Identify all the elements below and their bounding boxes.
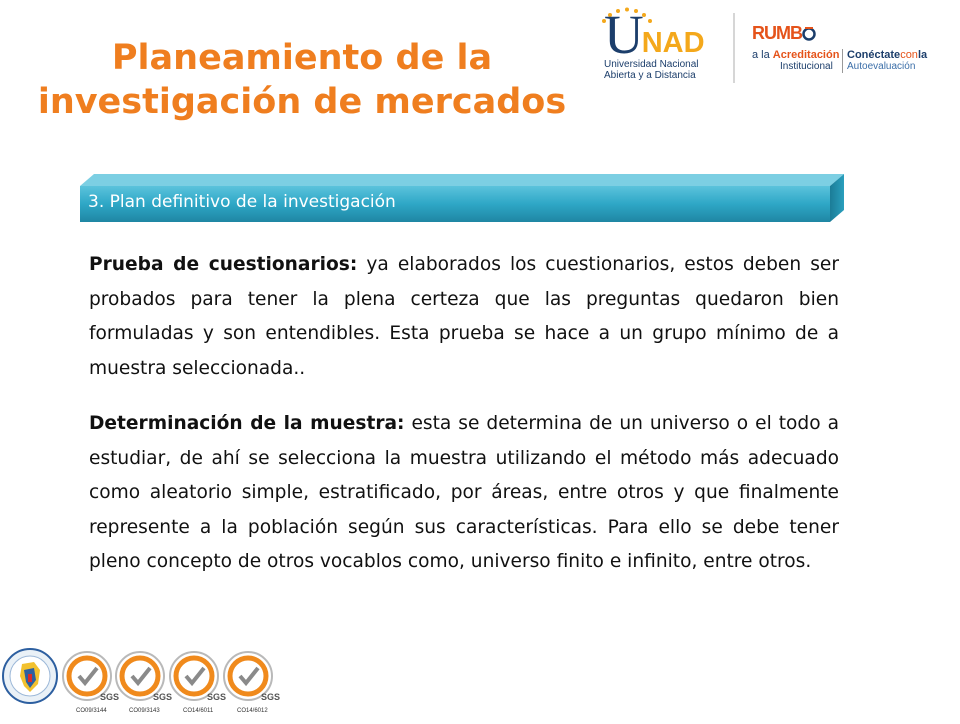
badge-brand: SGS (261, 692, 281, 702)
autoevaluacion-text: Autoevaluación (847, 61, 916, 72)
paragraph-body: esta se determina de un universo o el todo a estudiar, de ahí se selecciona la muestra utilizando el método más adecuado como aleatorio simple, estratificado, por áreas, entre otros y que finalmente represente a la población según sus características. Para ello se debe tener pleno concepto de otros vocablos como, universo finito e infinito, entre otros. (89, 413, 839, 572)
rumbo-logo (752, 23, 937, 83)
certifications-svg (0, 640, 290, 720)
badge-brand: SGS (153, 692, 173, 702)
paragraph-lead: Determinación de la muestra: (89, 413, 405, 434)
slide-title-line-1: Planeamiento de la (111, 38, 493, 78)
conectate-con: con (900, 49, 918, 61)
section-label: 3. Plan definitivo de la investigación (88, 192, 396, 212)
conectate-word: Conéctate (847, 49, 901, 61)
rumbo-prefix: a la (752, 49, 773, 61)
rumbo-acreditacion (752, 49, 839, 61)
header-logos (590, 5, 940, 87)
badge-code: CO09/3144 (76, 708, 107, 714)
paragraph-body: ya elaborados los cuestionarios, estos deben ser probados para tener la plena certeza que las preguntas quedaron bien formuladas y son entendibles. Esta prueba se hace a un grupo mínimo de a muestra seleccionada.. (89, 254, 839, 379)
badge-brand: SGS (100, 692, 120, 702)
badge-brand: SGS (207, 692, 227, 702)
rumbo-separator (842, 49, 843, 73)
certification-badges (0, 640, 290, 720)
rumbo-word: RUMB (752, 23, 802, 43)
unad-subtitle-line-2: Abierta y a Distancia (604, 70, 696, 81)
badge-code: CO14/6012 (237, 708, 268, 714)
rumbo-o-icon (802, 25, 816, 41)
paragraph-prueba-cuestionarios (89, 248, 839, 386)
unad-subtitle (604, 59, 699, 81)
rumbo-wordmark (752, 23, 816, 44)
unad-logo-nad: NAD (641, 27, 705, 59)
conectate-la: la (917, 49, 928, 61)
unad-logo-u: U (604, 4, 642, 65)
badge-code: CO09/3143 (129, 708, 160, 714)
conectate-text (847, 49, 927, 61)
colombia-seal-icon (3, 649, 57, 703)
rumbo-acreditacion-word: Acreditación (772, 49, 840, 61)
paragraph-determinacion-muestra (89, 407, 839, 580)
slide-title (0, 36, 604, 124)
unad-logo (604, 5, 705, 65)
logo-divider (733, 13, 735, 83)
unad-subtitle-line-1: Universidad Nacional (604, 59, 699, 70)
rumbo-institucional: Institucional (780, 61, 833, 72)
paragraph-lead: Prueba de cuestionarios: (89, 254, 358, 275)
badge-code: CO14/6011 (183, 708, 214, 714)
slide-title-line-2: investigación de mercados (37, 82, 567, 122)
